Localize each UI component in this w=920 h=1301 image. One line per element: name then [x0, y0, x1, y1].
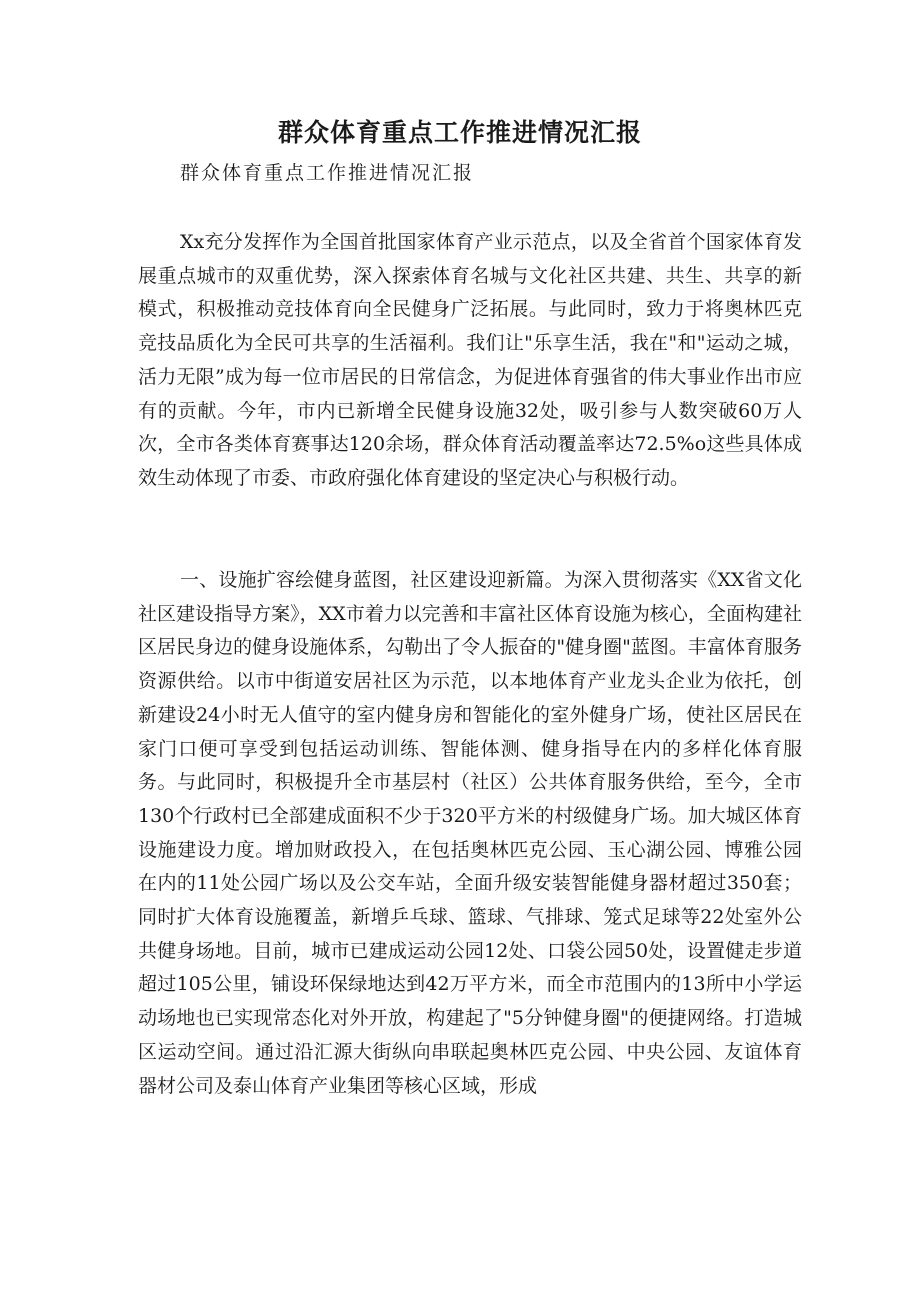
document-title: 群众体育重点工作推进情况汇报 [277, 118, 642, 147]
paragraph-section-1: 一、设施扩容绘健身蓝图，社区建设迎新篇。为深入贯彻落实《XX省文化社区建设指导方案》，XX市着力以完善和丰富社区体育设施为核心，全面构建社区居民身边的健身设施体系，勾勒出了令人振奋的"健身圈"蓝图。丰富体育服务资源供给。以市中街道安居社区为示范，以本地体育产业龙头企业为依托，创新建设24小时无人值守的室内健身房和智能化的室外健身广场，使社区居民在家门口便可享受到包括运动训练、智能体测、健身指导在内的多样化体育服务。与此同时，积极提升全市基层村（社区）公共体育服务供给，至今，全市130个行政村已全部建成面积不少于320平方米的村级健身广场。加大城区体育设施建设力度。增加财政投入，在包括奥林匹克公园、玉心湖公园、博雅公园在内的11处公园广场以及公交车站，全面升级安装智能健身器材超过350套；同时扩大体育设施覆盖，新增乒乓球、篮球、气排球、笼式足球等22处室外公共健身场地。目前，城市已建成运动公园12处、口袋公园50处，设置健走步道超过105公里，铺设环保绿地达到42万平方米，而全市范围内的13所中小学运动场地也已实现常态化对外开放，构建起了"5分钟健身圈"的便捷网络。打造城区运动空间。通过沿汇源大街纵向串联起奥林匹克公园、中央公园、友谊体育器材公司及泰山体育产业集团等核心区域，形成 [138, 569, 802, 1097]
paragraph-intro: Xx充分发挥作为全国首批国家体育产业示范点，以及全省首个国家体育发展重点城市的双重优势，深入探索体育名城与文化社区共建、共生、共享的新模式，积极推动竞技体育向全民健身广泛拓展。与此同时，致力于将奥林匹克竞技品质化为全民可共享的生活福利。我们让"乐享生活，我在"和"运动之城，活力无限”成为每一位市居民的日常信念，为促进体育强省的伟大事业作出市应有的贡献。今年，市内已新增全民健身设施32处，吸引参与人数突破60万人次，全市各类体育赛事达120余场，群众体育活动覆盖率达72.5%o这些具体成效生动体现了市委、市政府强化体育建设的坚定决心与积极行动。 [138, 231, 802, 489]
document-subtitle: 群众体育重点工作推进情况汇报 [180, 162, 475, 184]
